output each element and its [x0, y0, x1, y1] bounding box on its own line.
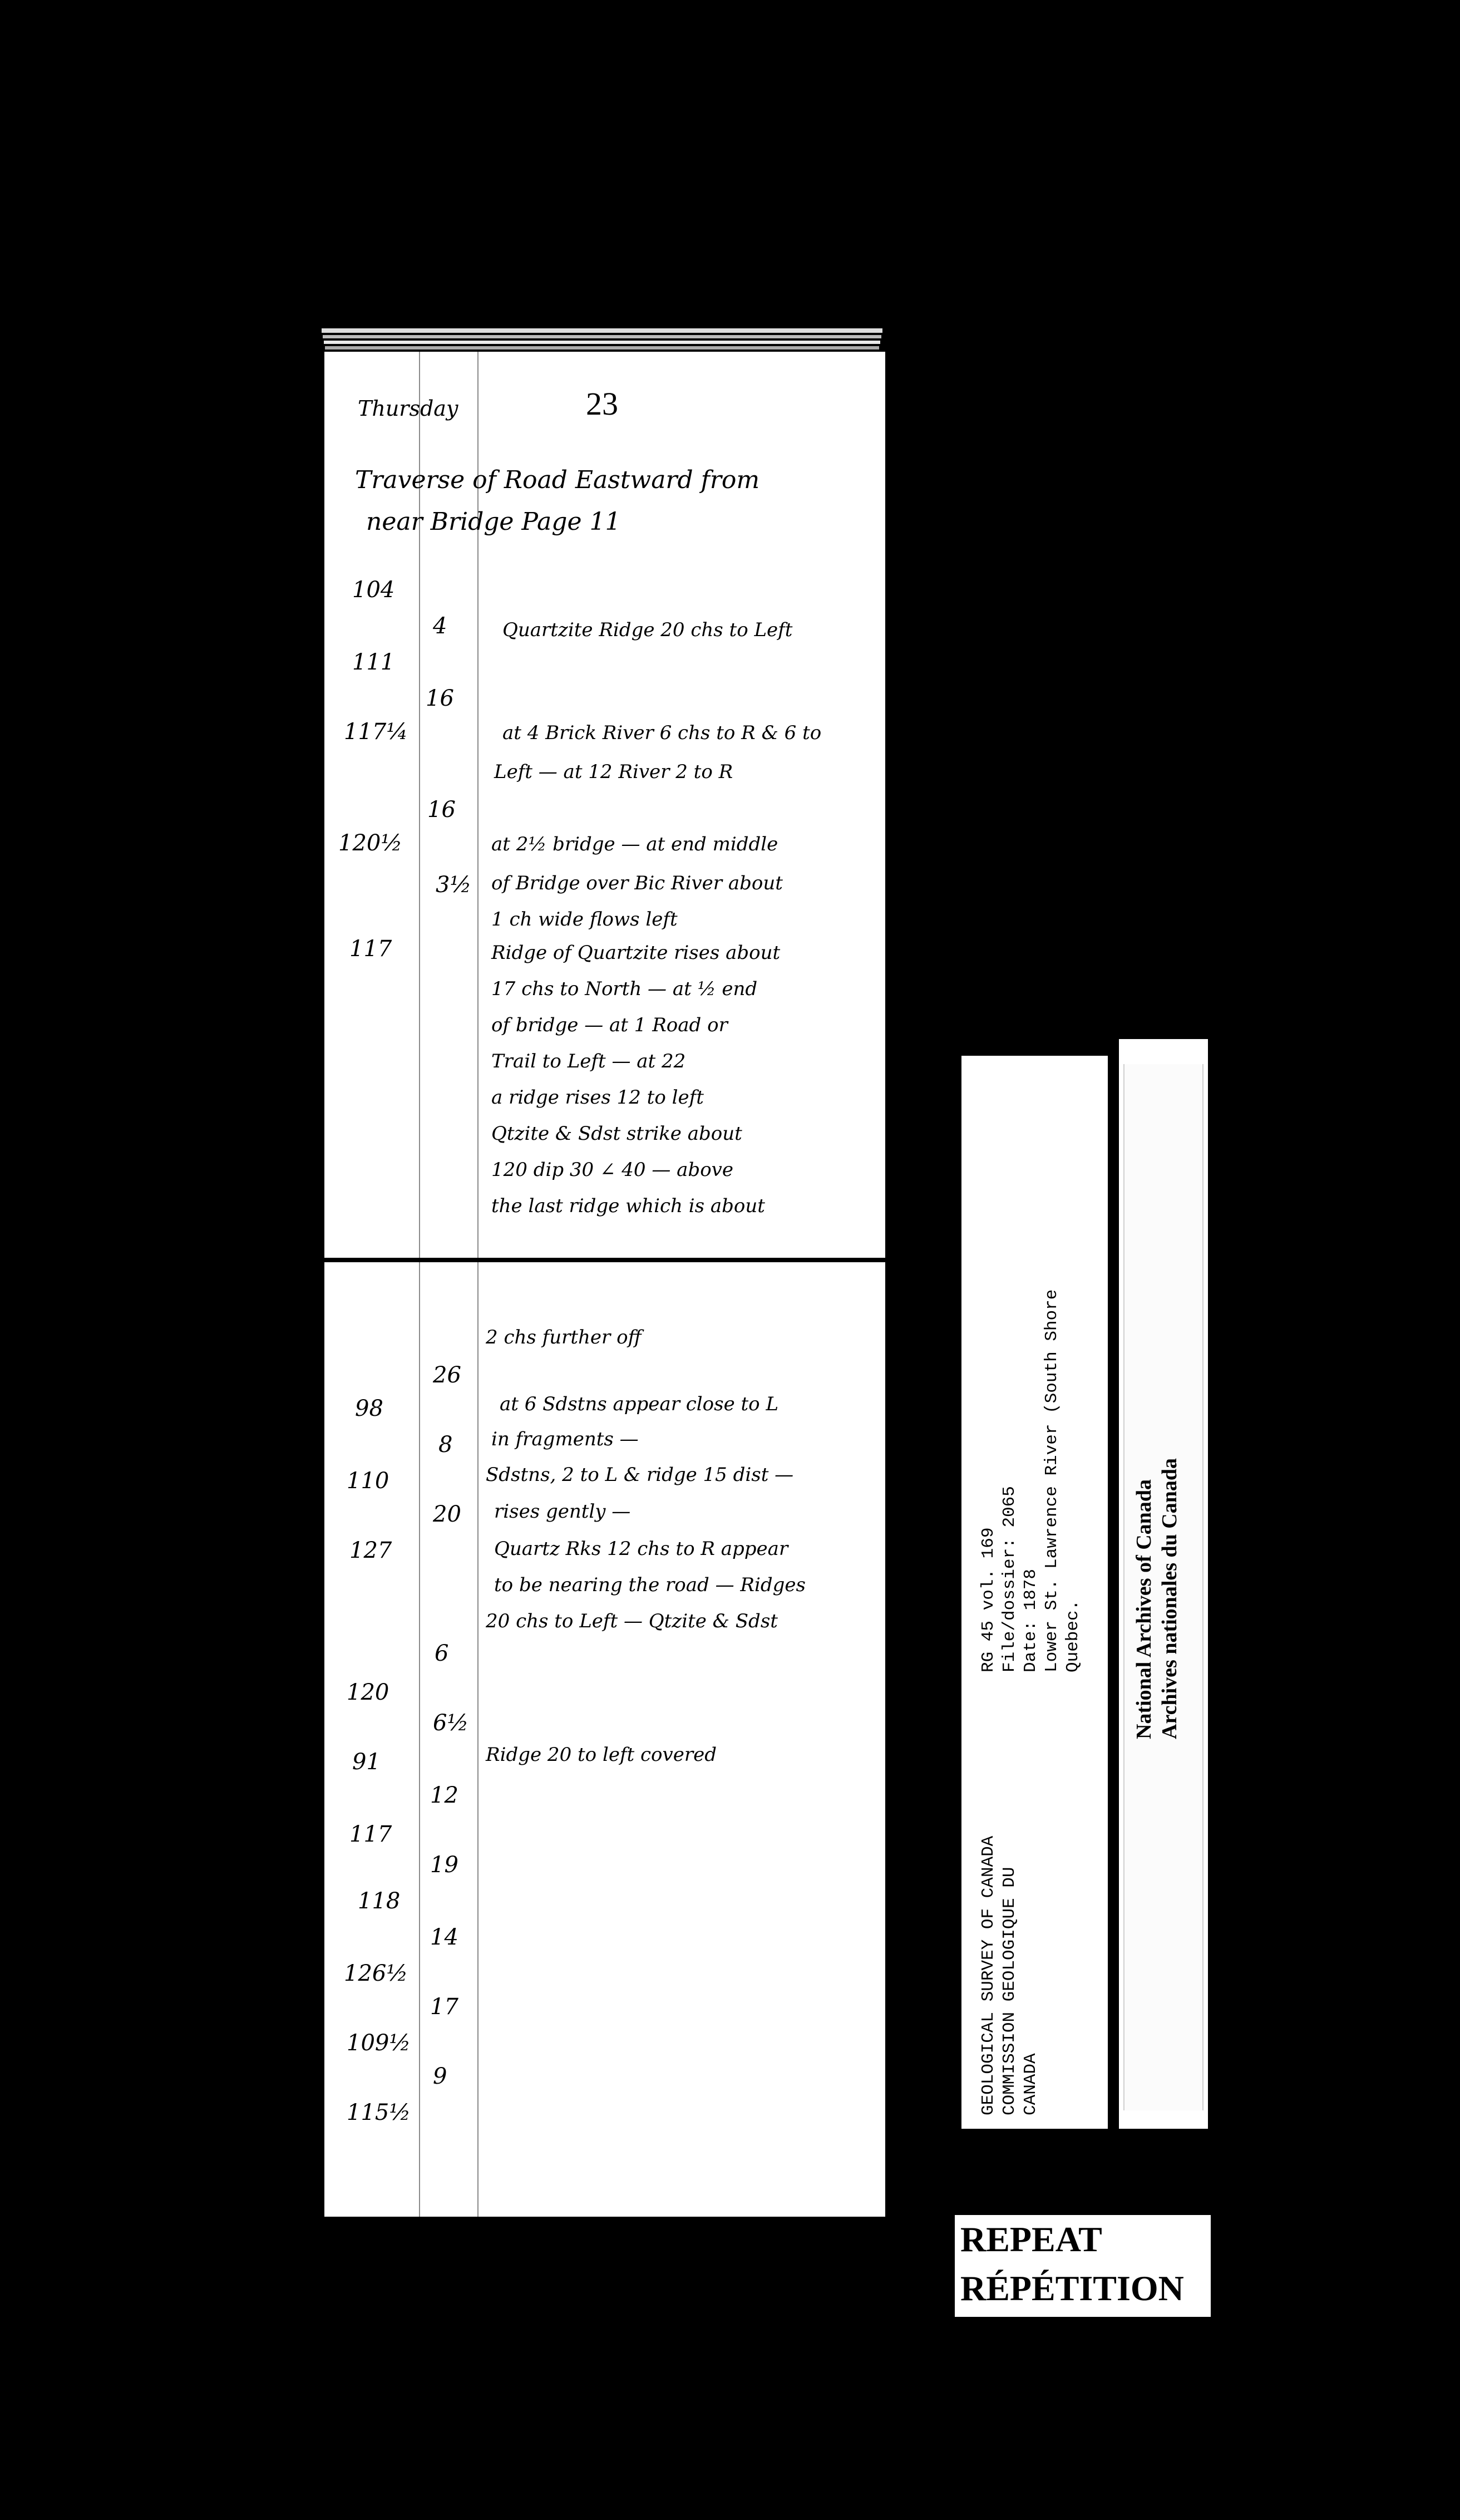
- gsc-line: GEOLOGICAL SURVEY OF CANADA: [979, 1835, 998, 2115]
- field-note: Quartzite Ridge 20 chs to Left: [502, 619, 793, 641]
- repetition-text: RÉPÉTITION: [960, 2268, 1184, 2308]
- station-number: 91: [352, 1749, 381, 1775]
- chain-distance: 12: [430, 1783, 458, 1808]
- station-number: 111: [352, 649, 395, 675]
- field-note: a ridge rises 12 to left: [491, 1086, 704, 1109]
- station-number: 98: [355, 1396, 383, 1421]
- chain-distance: 6½: [433, 1710, 469, 1736]
- gsc-line: CANADA: [1021, 2053, 1040, 2115]
- station-number: 120: [347, 1680, 389, 1705]
- margin-rule: [419, 1262, 420, 2217]
- page-number: 23: [586, 386, 618, 422]
- field-note: at 2½ bridge — at end middle: [491, 833, 778, 855]
- gsc-file-line: Quebec.: [1063, 1599, 1083, 1672]
- gsc-title-block: [978, 1836, 1042, 2115]
- chain-distance: 9: [433, 2064, 447, 2089]
- gsc-file-line: RG 45 vol. 169: [979, 1527, 998, 1672]
- station-number: 109½: [347, 2030, 411, 2056]
- gsc-file-line: Date: 1878: [1021, 1568, 1040, 1672]
- field-note: of Bridge over Bic River about: [491, 872, 783, 894]
- chain-distance: 16: [427, 797, 456, 823]
- chain-distance: 4: [433, 613, 447, 639]
- margin-rule: [477, 1262, 479, 2217]
- chain-distance: 14: [430, 1925, 458, 1950]
- station-number: 104: [352, 577, 395, 603]
- field-note: of bridge — at 1 Road or: [491, 1014, 728, 1036]
- field-note: 2 chs further off: [486, 1326, 642, 1348]
- geological-survey-label: [961, 1056, 1108, 2129]
- station-number: 117: [349, 936, 392, 962]
- repeat-stamp: [955, 2215, 1211, 2317]
- field-note: at 4 Brick River 6 chs to R & 6 to: [502, 722, 822, 744]
- chain-distance: 17: [430, 1994, 458, 2020]
- gsc-line: COMMISSION GEOLOGIQUE DU: [1000, 1867, 1019, 2115]
- repeat-text: REPEAT: [960, 2219, 1102, 2259]
- field-note: 17 chs to North — at ½ end: [491, 978, 758, 1000]
- day-label: Thursday: [358, 396, 458, 421]
- national-archives-label: [1119, 1039, 1208, 2129]
- field-note: rises gently —: [494, 1500, 631, 1523]
- field-note: Ridge of Quartzite rises about: [491, 942, 781, 964]
- archives-rotated-text: [1119, 1039, 1208, 2129]
- field-note: Left — at 12 River 2 to R: [494, 761, 733, 783]
- field-note: to be nearing the road — Ridges: [494, 1574, 806, 1596]
- notebook-page-bottom: [324, 1262, 885, 2217]
- gsc-file-line: Lower St. Lawrence River (South Shore: [1042, 1289, 1062, 1672]
- field-note: 1 ch wide flows left: [491, 908, 678, 931]
- field-note: the last ridge which is about: [491, 1195, 765, 1217]
- station-number: 120½: [338, 830, 403, 856]
- field-note: 20 chs to Left — Qtzite & Sdst: [486, 1610, 778, 1632]
- chain-distance: 19: [430, 1852, 458, 1878]
- chain-distance: 8: [438, 1432, 453, 1458]
- station-number: 117: [349, 1822, 392, 1847]
- chain-distance: 16: [426, 686, 454, 711]
- gsc-label-rotated-text: [961, 1056, 1108, 2129]
- field-note: Quartz Rks 12 chs to R appear: [494, 1538, 788, 1560]
- gsc-file-block: [978, 1289, 1084, 1672]
- field-note: Trail to Left — at 22: [491, 1050, 686, 1072]
- field-note: Sdstns, 2 to L & ridge 15 dist —: [486, 1464, 794, 1486]
- field-note: in fragments —: [491, 1428, 639, 1450]
- field-note: Qtzite & Sdst strike about: [491, 1123, 742, 1145]
- station-number: 117¼: [344, 719, 408, 745]
- chain-distance: 3½: [436, 872, 472, 898]
- archives-text-block: [1131, 1458, 1182, 1739]
- field-note: 120 dip 30 ∠ 40 — above: [491, 1159, 733, 1181]
- station-number: 110: [347, 1468, 389, 1494]
- station-number: 127: [349, 1538, 392, 1563]
- archives-line: National Archives of Canada: [1132, 1479, 1156, 1739]
- archives-line: Archives nationales du Canada: [1158, 1458, 1181, 1739]
- heading-line: Traverse of Road Eastward from: [355, 466, 760, 494]
- field-note: Ridge 20 to left covered: [486, 1744, 717, 1766]
- chain-distance: 20: [433, 1502, 461, 1527]
- station-number: 115½: [347, 2100, 411, 2125]
- chain-distance: 26: [433, 1362, 461, 1388]
- heading-line: near Bridge Page 11: [366, 508, 621, 536]
- field-note: at 6 Sdstns appear close to L: [500, 1393, 779, 1415]
- notebook-page-top: [324, 352, 885, 1258]
- gsc-file-line: File/dossier: 2065: [1000, 1486, 1019, 1672]
- station-number: 118: [358, 1888, 401, 1914]
- chain-distance: 6: [435, 1641, 449, 1666]
- station-number: 126½: [344, 1961, 408, 1986]
